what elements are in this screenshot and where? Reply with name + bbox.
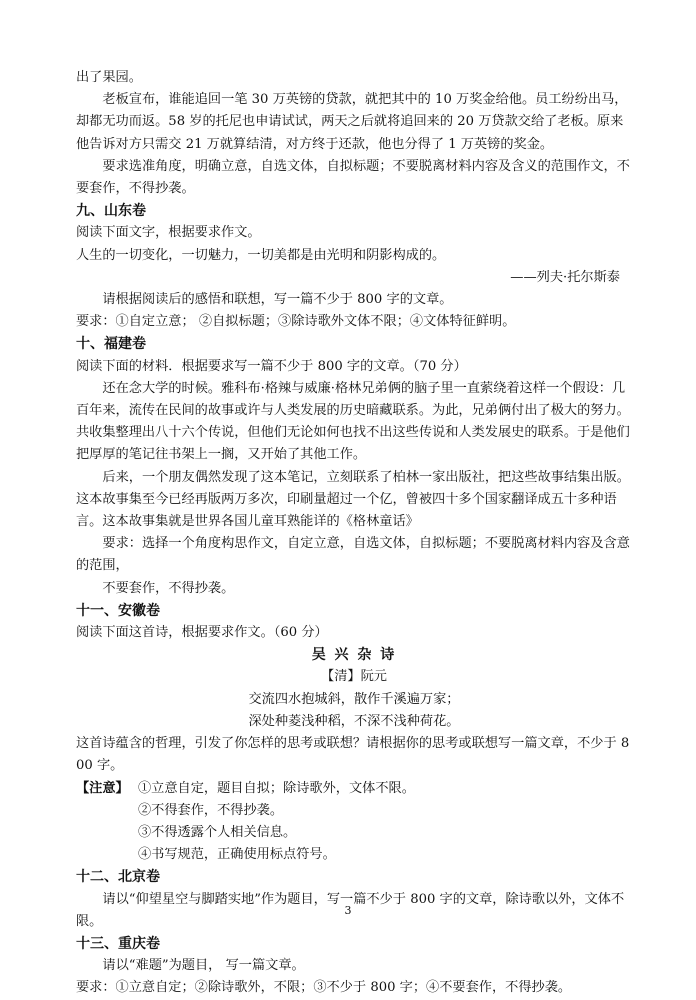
- section-11-note: [76, 778, 632, 800]
- poem-title: 吴 兴 杂 诗: [311, 647, 397, 664]
- section-13-task: 请以“难题”为题目， 写一篇文章。: [102, 958, 305, 974]
- prev-requirement: 要求选准角度，明确立意，自选文体，自拟标题；不要脱离材料内容及含义的范围作文，不要套作，不得抄袭。: [76, 158, 630, 197]
- prev-paragraph: 老板宣布，谁能追回一笔 30 万英镑的贷款，就把其中的 10 万奖金给他。员工纷纷出马，却都无功而返。58 岁的托尼也申请试试，两天之后就将追回来的 20 万贷款交给了老板。原来他告诉对方只需交 21 万就算结清，对方终于还款，他也分得了 1 万英镑的奖金。: [76, 92, 628, 152]
- section-10-title: 十、福建卷: [76, 336, 146, 353]
- prev-tail: 出了果园。: [76, 70, 142, 85]
- section-11-title: 十一、安徽卷: [76, 602, 160, 619]
- note-label: 【注意】: [76, 780, 129, 796]
- section-9-intro: 阅读下面文字，根据要求作文。: [76, 225, 261, 241]
- note-item-3: ③不得透露个人相关信息。: [138, 824, 297, 840]
- section-11-intro: 阅读下面这首诗，根据要求作文。（60 分）: [76, 625, 328, 641]
- section-13-requirement: 要求：①立意自定；②除诗歌外，不限；③不少于 800 字；④不要套作，不得抄袭。: [76, 980, 572, 996]
- section-10-paragraph-2: 后来，一个朋友偶然发现了这本笔记，立刻联系了柏林一家出版社，把这些故事结集出版。这本故事集至今已经再版两万多次，印刷量超过一个亿，曾被四十多个国家翻译成五十多种语言。这本故事集就是世界各国儿童耳熟能详的《格林童话》: [76, 469, 630, 530]
- note-item-1: ①立意自定，题目自拟；除诗歌外，文体不限。: [138, 780, 415, 796]
- section-10-requirement-2: 不要套作，不得抄袭。: [102, 580, 235, 596]
- section-9-source: ——列夫·托尔斯泰: [510, 269, 620, 285]
- poem-line-2: 深处种菱浅种稻，不深不浅种荷花。: [248, 713, 460, 729]
- section-12-task: 请以“仰望星空与脚踏实地”作为题目，写一篇不少于 800 字的文章，除诗歌以外，文体不限。: [76, 891, 625, 929]
- section-10-requirement: 要求：选择一个角度构思作文，自定立意，自选文体，自拟标题；不要脱离材料内容及含意的范围，: [76, 536, 630, 574]
- document-body: [76, 67, 632, 1000]
- section-12-title: 十二、北京卷: [76, 869, 160, 886]
- section-9-title: 九、山东卷: [76, 203, 146, 220]
- section-11-task: 这首诗蕴含的哲理，引发了你怎样的思考或联想？请根据你的思考或联想写一篇文章，不少于 800 字。: [76, 736, 630, 774]
- section-10-intro: 阅读下面的材料．根据要求写一篇不少于 800 字的文章。（70 分）: [76, 358, 467, 374]
- section-9-requirement: 要求：①自定立意； ②自拟标题；③除诗歌外文体不限；④文体特征鲜明。: [76, 314, 516, 330]
- section-9-quote: 人生的一切变化，一切魅力，一切美都是由光明和阴影构成的。: [76, 247, 446, 263]
- note-item-2: ②不得套作，不得抄袭。: [138, 802, 284, 818]
- section-13-title: 十三、重庆卷: [76, 935, 160, 952]
- poem-line-1: 交流四水抱城斜，散作千溪遍万家；: [248, 691, 460, 707]
- section-10-paragraph-1: 还在念大学的时候。雅科布·格辣与威廉·格林兄弟俩的脑子里一直萦绕着这样一个假设：几百年来，流传在民间的故事或许与人类发展的历史暗藏联系。为此，兄弟俩付出了极大的努力。共收集整理出八十六个传说，但他们无论如何也找不出这些传说和人类发展史的联系。于是他们把厚厚的笔记往书架上一搁，又开始了其他工作。: [76, 380, 630, 463]
- note-item-4: ④书写规范，正确使用标点符号。: [138, 847, 336, 863]
- poem-author: 【清】阮元: [321, 669, 387, 685]
- page-number: 3: [344, 904, 352, 917]
- section-9-task: 请根据阅读后的感悟和联想，写一篇不少于 800 字的文章。: [102, 292, 453, 308]
